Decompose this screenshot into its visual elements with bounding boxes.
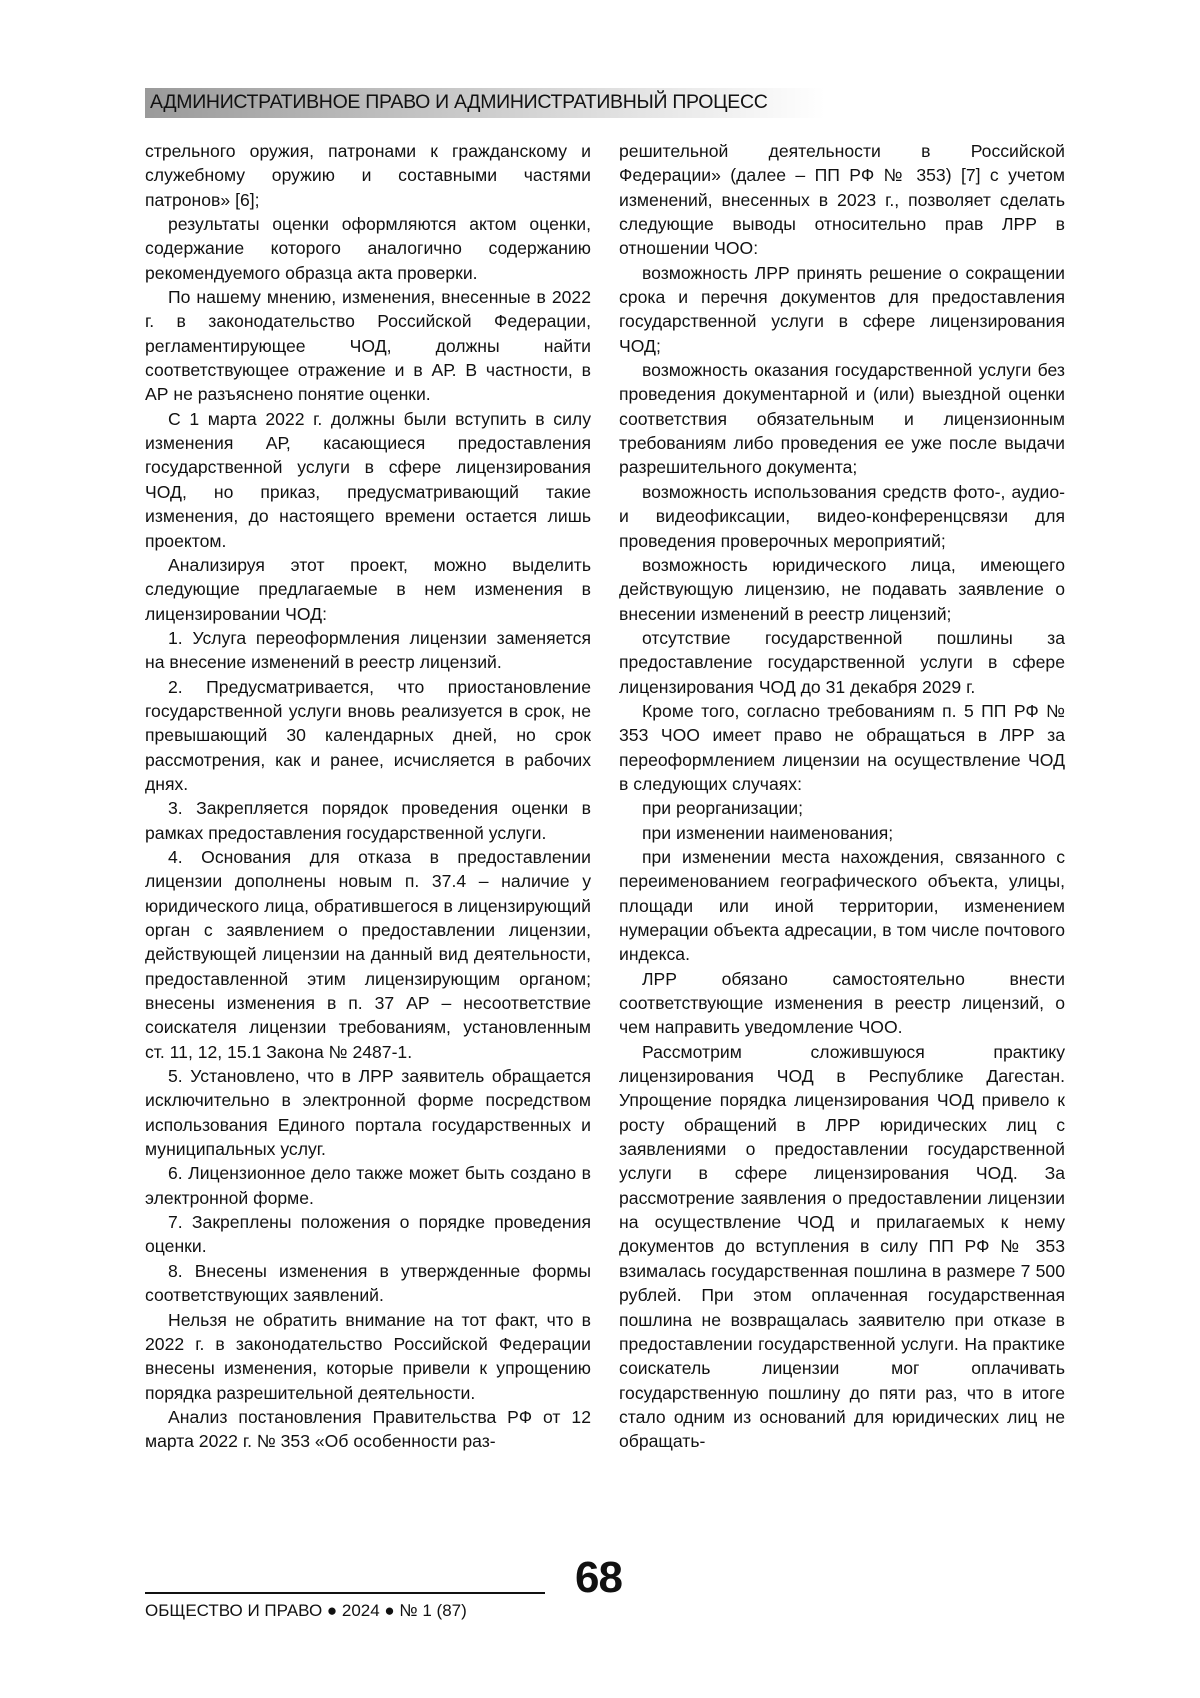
paragraph: при изменении наименования; (619, 821, 1065, 845)
paragraph: Рассмотрим сложившуюся практику лицензирования ЧОД в Республике Дагестан. Упрощение порядка лицензирования ЧОД привело к росту обращений в ЛРР юридических лиц с заявлениями о предоставлении государственной услуги в сфере лицензирования ЧОД. За рассмотрение заявления о предоставлении лицензии на осуществление ЧОД и прилагаемых к нему документов до вступления в силу ПП РФ № 353 взималась государственная пошлина в размере 7 500 рублей. При этом оплаченная государственная пошлина не возвращалась заявителю при отказе в предоставлении государственной услуги. На практике соискатель лицензии мог оплачивать государственную пошлину до пяти раз, что в итоге стало одним из оснований для юридических лиц не обращать- (619, 1040, 1065, 1454)
paragraph: возможность использования средств фото-, аудио- и видеофиксации, видео-конференцсвязи для проведения проверочных мероприятий; (619, 480, 1065, 553)
paragraph: С 1 марта 2022 г. должны были вступить в силу изменения АР, касающиеся предоставления государственной услуги в сфере лицензирования ЧОД, но приказ, предусматривающий такие изменения, до настоящего времени остается лишь проектом. (145, 407, 591, 553)
paragraph: 4. Основания для отказа в предоставлении лицензии дополнены новым п. 37.4 – наличие у юридического лица, обратившегося в лицензирующий орган с заявлением о предоставлении лицензии, действующей лицензии на данный вид деятельности, предоставленной этим лицензирующим органом; внесены изменения в п. 37 АР – несоответствие соискателя лицензии требованиям, установленным ст. 11, 12, 15.1 Закона № 2487-1. (145, 845, 591, 1064)
paragraph: 7. Закреплены положения о порядке проведения оценки. (145, 1210, 591, 1259)
paragraph: стрельного оружия, патронами к гражданскому и служебному оружию и составными частями патронов» [6]; (145, 139, 591, 212)
section-header (145, 88, 825, 118)
paragraph: Анализ постановления Правительства РФ от 12 марта 2022 г. № 353 «Об особенности раз- (145, 1405, 591, 1454)
paragraph: решительной деятельности в Российской Федерации» (далее – ПП РФ № 353) [7] с учетом изменений, внесенных в 2023 г., позволяет сделать следующие выводы относительно прав ЛРР в отношении ЧОО: (619, 139, 1065, 261)
paragraph: По нашему мнению, изменения, внесенные в 2022 г. в законодательство Российской Федерации, регламентирующее ЧОД, должны найти соответствующее отражение и в АР. В частности, в АР не разъяснено понятие оценки. (145, 285, 591, 407)
paragraph: Нельзя не обратить внимание на тот факт, что в 2022 г. в законодательство Российской Федерации внесены изменения, которые привели к упрощению порядка разрешительной деятельности. (145, 1308, 591, 1405)
paragraph: ЛРР обязано самостоятельно внести соответствующие изменения в реестр лицензий, о чем направить уведомление ЧОО. (619, 967, 1065, 1040)
paragraph: отсутствие государственной пошлины за предоставление государственной услуги в сфере лицензирования ЧОД до 31 декабря 2029 г. (619, 626, 1065, 699)
paragraph: возможность юридического лица, имеющего действующую лицензию, не подавать заявление о внесении изменений в реестр лицензий; (619, 553, 1065, 626)
journal-info: ОБЩЕСТВО И ПРАВО ● 2024 ● № 1 (87) (145, 1601, 467, 1621)
paragraph: Кроме того, согласно требованиям п. 5 ПП РФ № 353 ЧОО имеет право не обращаться в ЛРР за переоформлением лицензии на осуществление ЧОД в следующих случаях: (619, 699, 1065, 796)
paragraph: 6. Лицензионное дело также может быть создано в электронной форме. (145, 1161, 591, 1210)
page-number: 68 (575, 1553, 622, 1603)
paragraph: Анализируя этот проект, можно выделить следующие предлагаемые в нем изменения в лицензировании ЧОД: (145, 553, 591, 626)
section-title: АДМИНИСТРАТИВНОЕ ПРАВО И АДМИНИСТРАТИВНЫЙ ПРОЦЕСС (150, 91, 768, 114)
paragraph: при изменении места нахождения, связанного с переименованием географического объекта, улицы, площади или иной территории, изменением нумерации объекта адресации, в том числе почтового индекса. (619, 845, 1065, 967)
paragraph: 2. Предусматривается, что приостановление государственной услуги вновь реализуется в срок, не превышающий 30 календарных дней, но срок рассмотрения, как и ранее, исчисляется в рабочих днях. (145, 675, 591, 797)
right-column (619, 139, 1065, 1454)
paragraph: 5. Установлено, что в ЛРР заявитель обращается исключительно в электронной форме посредством использования Единого портала государственных и муниципальных услуг. (145, 1064, 591, 1161)
paragraph: при реорганизации; (619, 796, 1065, 820)
footer-divider (145, 1592, 545, 1594)
left-column (145, 139, 591, 1454)
paragraph: результаты оценки оформляются актом оценки, содержание которого аналогично содержанию рекомендуемого образца акта проверки. (145, 212, 591, 285)
paragraph: 8. Внесены изменения в утвержденные формы соответствующих заявлений. (145, 1259, 591, 1308)
paragraph: возможность оказания государственной услуги без проведения документарной и (или) выездной оценки соответствия обязательным и лицензионным требованиям либо проведения ее уже после выдачи разрешительного документа; (619, 358, 1065, 480)
paragraph: 3. Закрепляется порядок проведения оценки в рамках предоставления государственной услуги. (145, 796, 591, 845)
paragraph: возможность ЛРР принять решение о сокращении срока и перечня документов для предоставления государственной услуги в сфере лицензирования ЧОД; (619, 261, 1065, 358)
paragraph: 1. Услуга переоформления лицензии заменяется на внесение изменений в реестр лицензий. (145, 626, 591, 675)
